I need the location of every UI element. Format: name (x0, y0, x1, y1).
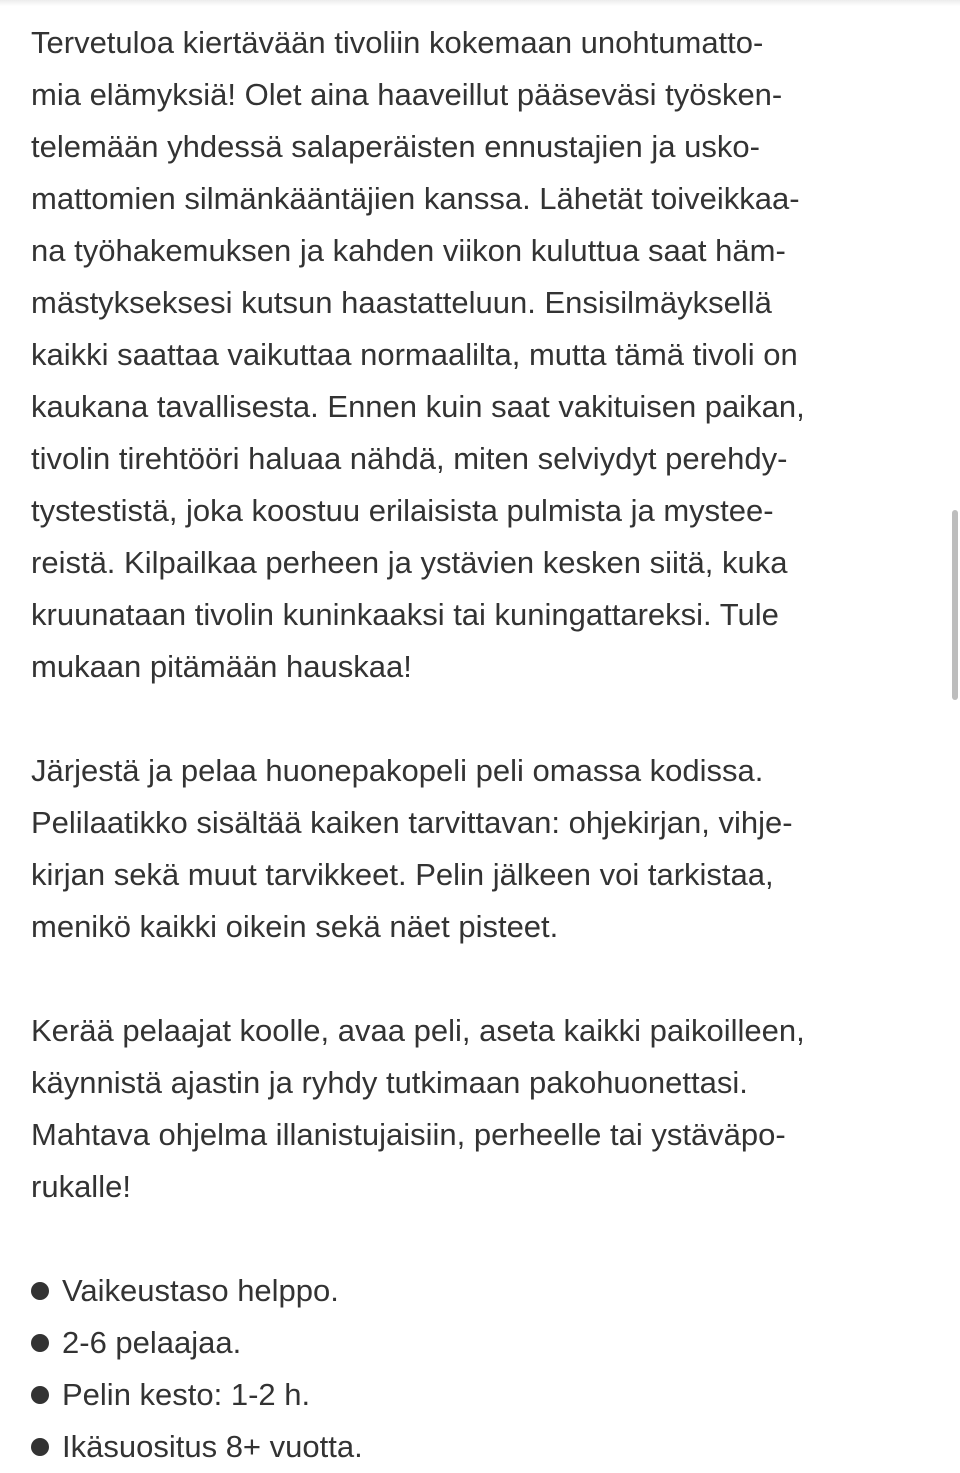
bullet-icon (31, 1438, 49, 1456)
text-line: käynnistä ajastin ja ryhdy tutkimaan pakohuonettasi. (31, 1065, 748, 1100)
text-line: mia elämyksiä! Olet aina haaveillut pääseväsi työsken- (31, 77, 783, 112)
text-line: telemään yhdessä salaperäisten ennustajien ja usko- (31, 129, 760, 164)
paragraph-invite (31, 1005, 940, 1213)
paragraph-intro (31, 17, 940, 693)
text-line: na työhakemuksen ja kahden viikon kuluttua saat häm- (31, 233, 786, 268)
top-edge-shadow (0, 0, 960, 6)
paragraph-how-to-play (31, 745, 940, 953)
text-line: kaikki saattaa vaikuttaa normaalilta, mutta tämä tivoli on (31, 337, 798, 372)
list-item-text: 2-6 pelaajaa. (62, 1325, 242, 1360)
list-item (31, 1369, 940, 1421)
text-line: reistä. Kilpailkaa perheen ja ystävien kesken siitä, kuka (31, 545, 788, 580)
bullet-icon (31, 1334, 49, 1352)
text-line: Järjestä ja pelaa huonepakopeli peli omassa kodissa. (31, 753, 764, 788)
list-item (31, 1421, 940, 1473)
feature-list (31, 1265, 940, 1473)
text-line: Tervetuloa kiertävään tivoliin kokemaan unohtumatto- (31, 25, 764, 60)
text-line: Mahtava ohjelma illanistujaisiin, perheelle tai ystäväpo- (31, 1117, 786, 1152)
text-line: menikö kaikki oikein sekä näet pisteet. (31, 909, 559, 944)
list-item (31, 1265, 940, 1317)
product-description (31, 17, 940, 1473)
list-item-text: Pelin kesto: 1-2 h. (62, 1377, 311, 1412)
text-line: kirjan sekä muut tarvikkeet. Pelin jälkeen voi tarkistaa, (31, 857, 774, 892)
text-line: mattomien silmänkääntäjien kanssa. Lähetät toiveikkaa- (31, 181, 800, 216)
paragraph-gap (31, 693, 940, 745)
paragraph-gap (31, 1213, 940, 1265)
text-line: rukalle! (31, 1169, 131, 1204)
text-line: kaukana tavallisesta. Ennen kuin saat vakituisen paikan, (31, 389, 805, 424)
vertical-scrollbar[interactable] (952, 510, 958, 700)
text-line: mästykseksesi kutsun haastatteluun. Ensisilmäyksellä (31, 285, 772, 320)
bullet-icon (31, 1386, 49, 1404)
paragraph-gap (31, 953, 940, 1005)
text-line: Pelilaatikko sisältää kaiken tarvittavan: ohjekirjan, vihje- (31, 805, 793, 840)
text-line: tystestistä, joka koostuu erilaisista pulmista ja mystee- (31, 493, 774, 528)
text-line: tivolin tirehtööri haluaa nähdä, miten selviydyt perehdy- (31, 441, 788, 476)
text-line: mukaan pitämään hauskaa! (31, 649, 412, 684)
list-item (31, 1317, 940, 1369)
text-line: Kerää pelaajat koolle, avaa peli, aseta kaikki paikoilleen, (31, 1013, 805, 1048)
list-item-text: Vaikeustaso helppo. (62, 1273, 339, 1308)
bullet-icon (31, 1282, 49, 1300)
text-line: kruunataan tivolin kuninkaaksi tai kuningattareksi. Tule (31, 597, 779, 632)
list-item-text: Ikäsuositus 8+ vuotta. (62, 1429, 363, 1464)
